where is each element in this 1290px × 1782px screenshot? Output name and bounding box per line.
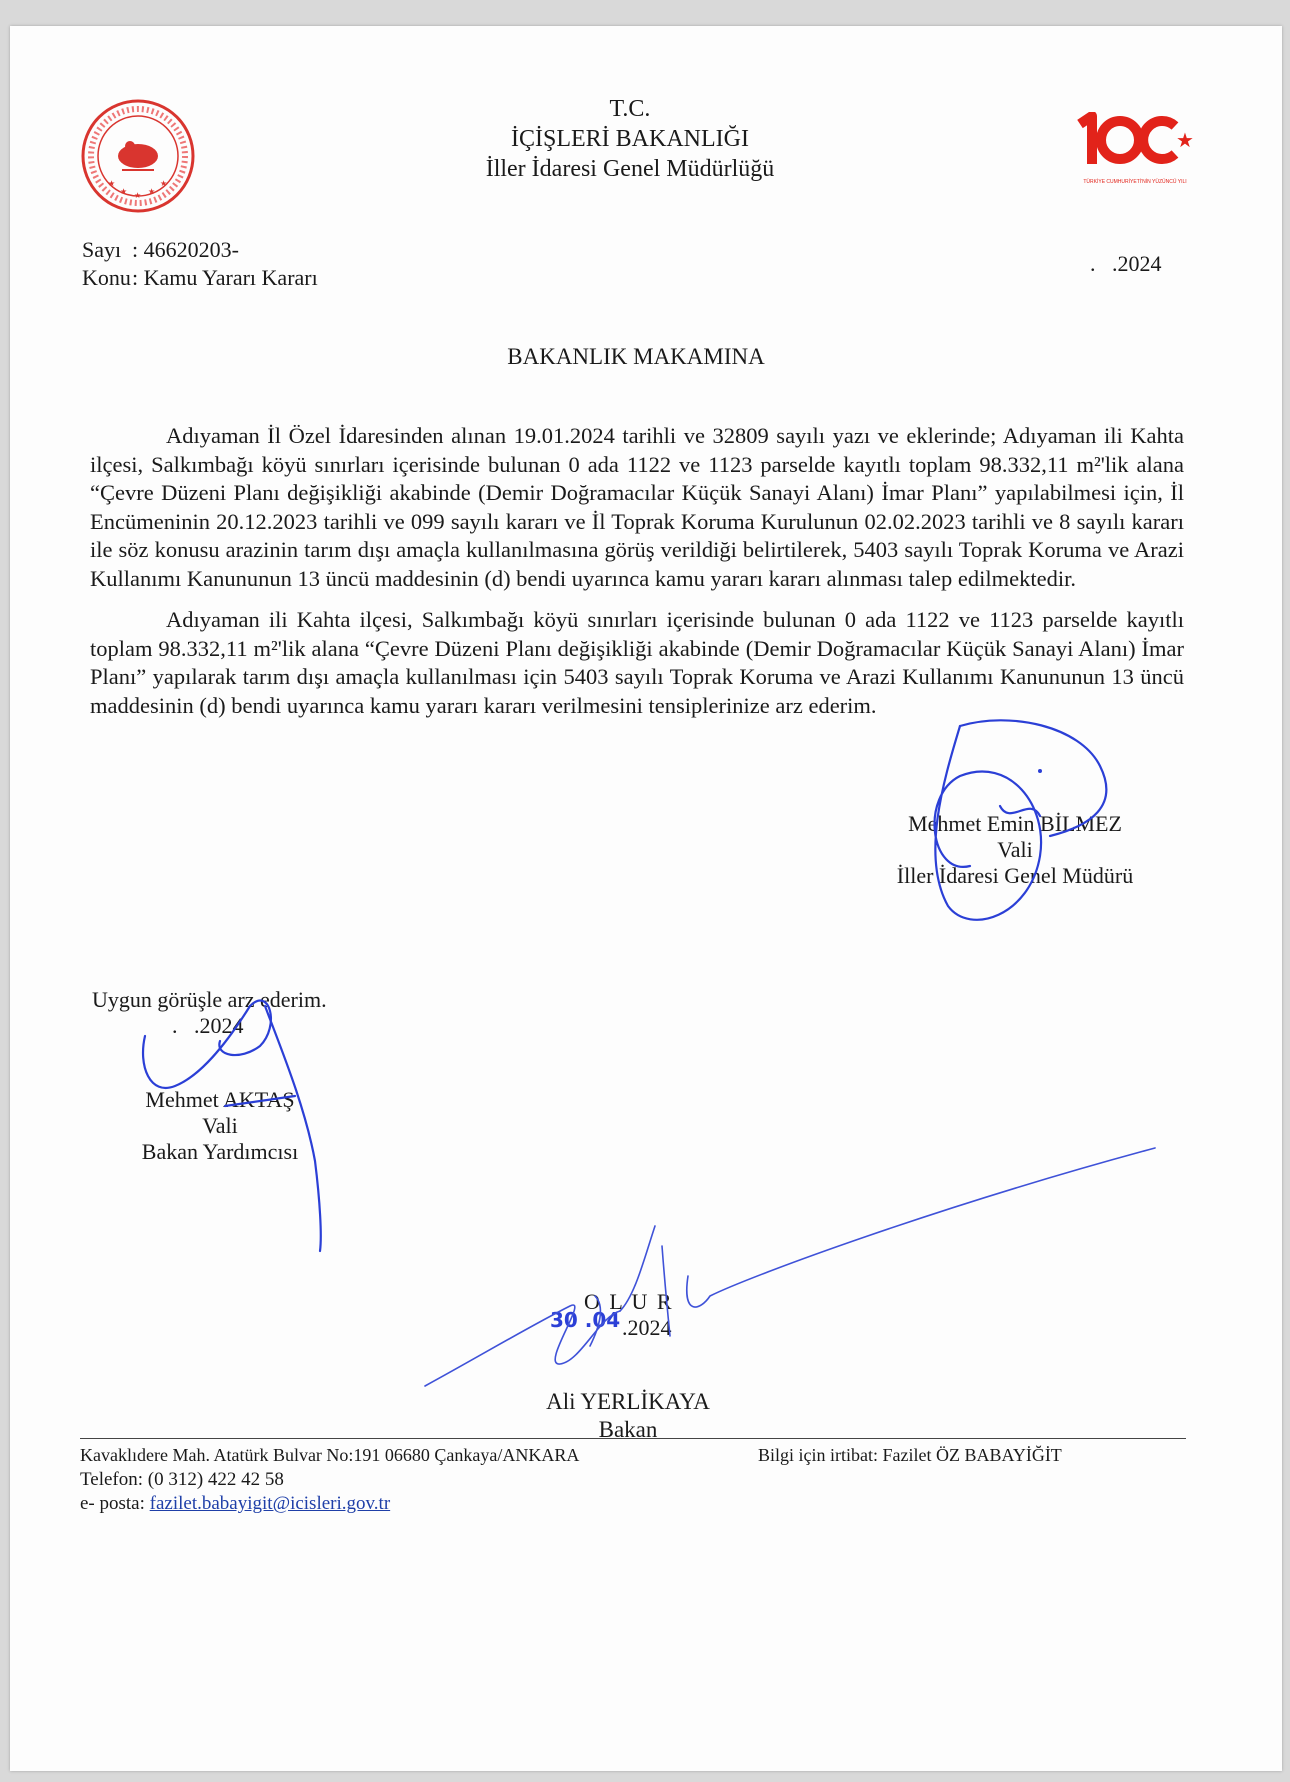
body-paragraph-1: Adıyaman İl Özel İdaresinden alınan 19.01.2024 tarihli ve 32809 sayılı yazı ve eklerinde; Adıyaman ili Kahta ilçesi, Salkımbağı köyü sınırları içerisinde bulunan 0 ada 1122 ve 1123 parselde kayıtlı toplam 98.332,11 m²'lik alana “Çevre Düzeni Planı değişikliği akabinde (Demir Doğramacılar Küçük Sanayi Alanı) İmar Planı” yapılabilmesi için, İl Encümeninin 20.12.2023 tarihli ve 099 sayılı kararı ve İl Toprak Koruma Kurulunun 02.02.2023 tarihli ve 8 sayılı kararı ile söz konusu arazinin tarım dışı amaçla kullanılmasına görüş verildiği belirtilerek, 5403 sayılı Toprak Koruma ve Arazi Kullanımı Kanununun 13 üncü maddesinin (d) bendi uyarınca kamu yararı kararı alınması talep edilmektedir. [90, 423, 1184, 591]
signature-approval-icon [130, 986, 370, 1266]
svg-text:★: ★ [148, 187, 156, 196]
approval-date: . .2024 [172, 1013, 244, 1038]
footer-phone: Telefon: (0 312) 422 42 58 [80, 1469, 284, 1490]
svg-text:★: ★ [134, 191, 142, 200]
svg-text:★: ★ [108, 179, 116, 188]
footer-email-link[interactable]: fazilet.babayigit@icisleri.gov.tr [149, 1493, 391, 1514]
konu-value: : Kamu Yararı Kararı [132, 265, 318, 290]
signer1-name: Mehmet Emin BİLMEZ [908, 811, 1122, 836]
sayi-value: : 46620203- [132, 237, 239, 262]
signer1-title: Vali [997, 837, 1033, 862]
olur-handwritten-date: 30 .04 [550, 1308, 621, 1332]
svg-text:★: ★ [160, 179, 168, 188]
header-ministry: İÇİŞLERİ BAKANLIĞI [511, 126, 749, 152]
footer-email-label: e- posta: [80, 1493, 150, 1514]
document-date: . .2024 [1090, 251, 1162, 276]
konu-label: Konu [82, 265, 131, 290]
approval-name: Mehmet AKTAŞ [145, 1087, 295, 1112]
body-paragraph-2: Adıyaman ili Kahta ilçesi, Salkımbağı köyü sınırları içerisinde bulunan 0 ada 1122 ve 1123 parselde kayıtlı toplam 98.332,11 m²'lik alana “Çevre Düzeni Planı değişikliği akabinde (Demir Doğramacılar Küçük Sanayi Alanı) İmar Planı” yapılarak tarım dışı amaçla kullanılması için 5403 sayılı Toprak Koruma ve Arazi Kullanımı Kanununun 13 üncü maddesinin (d) bendi uyarınca kamu yararı kararı verilmesini tensiplerinize arz ederim. [90, 607, 1184, 718]
signature-minister-icon [420, 1136, 1180, 1396]
approval-line: Uygun görüşle arz ederim. [92, 987, 327, 1012]
addressee: BAKANLIK MAKAMINA [507, 344, 765, 369]
footer-address: Kavaklıdere Mah. Atatürk Bulvar No:191 06680 Çankaya/ANKARA [80, 1445, 580, 1465]
approval-position: Bakan Yardımcısı [141, 1139, 299, 1164]
header-country: T.C. [609, 96, 651, 122]
minister-name: Ali YERLİKAYA [546, 1389, 710, 1414]
svg-text:★: ★ [1176, 128, 1194, 152]
centennial-100-icon [1070, 112, 1220, 172]
approval-title: Vali [202, 1113, 238, 1138]
olur-date: .2024 [622, 1315, 672, 1340]
document-page [10, 26, 1282, 1771]
footer-email-row [80, 1492, 390, 1515]
olur-label: O L U R [584, 1289, 674, 1314]
centennial-logo [1070, 112, 1220, 192]
header-directorate: İller İdaresi Genel Müdürlüğü [485, 156, 775, 182]
footer-divider [80, 1438, 1186, 1439]
signer1-position: İller İdaresi Genel Müdürü [896, 863, 1134, 888]
ministry-seal-icon [78, 96, 198, 216]
sayi-label: Sayı [82, 237, 122, 262]
centennial-caption: TÜRKİYE CUMHURİYETİ'NİN YÜZÜNCÜ YILI [1083, 179, 1187, 185]
svg-text:★: ★ [120, 187, 128, 196]
minister-title: Bakan [598, 1417, 658, 1442]
footer-contact: Bilgi için irtibat: Fazilet ÖZ BABAYİĞİT [758, 1445, 1062, 1465]
signature-signer1-icon [890, 716, 1190, 936]
